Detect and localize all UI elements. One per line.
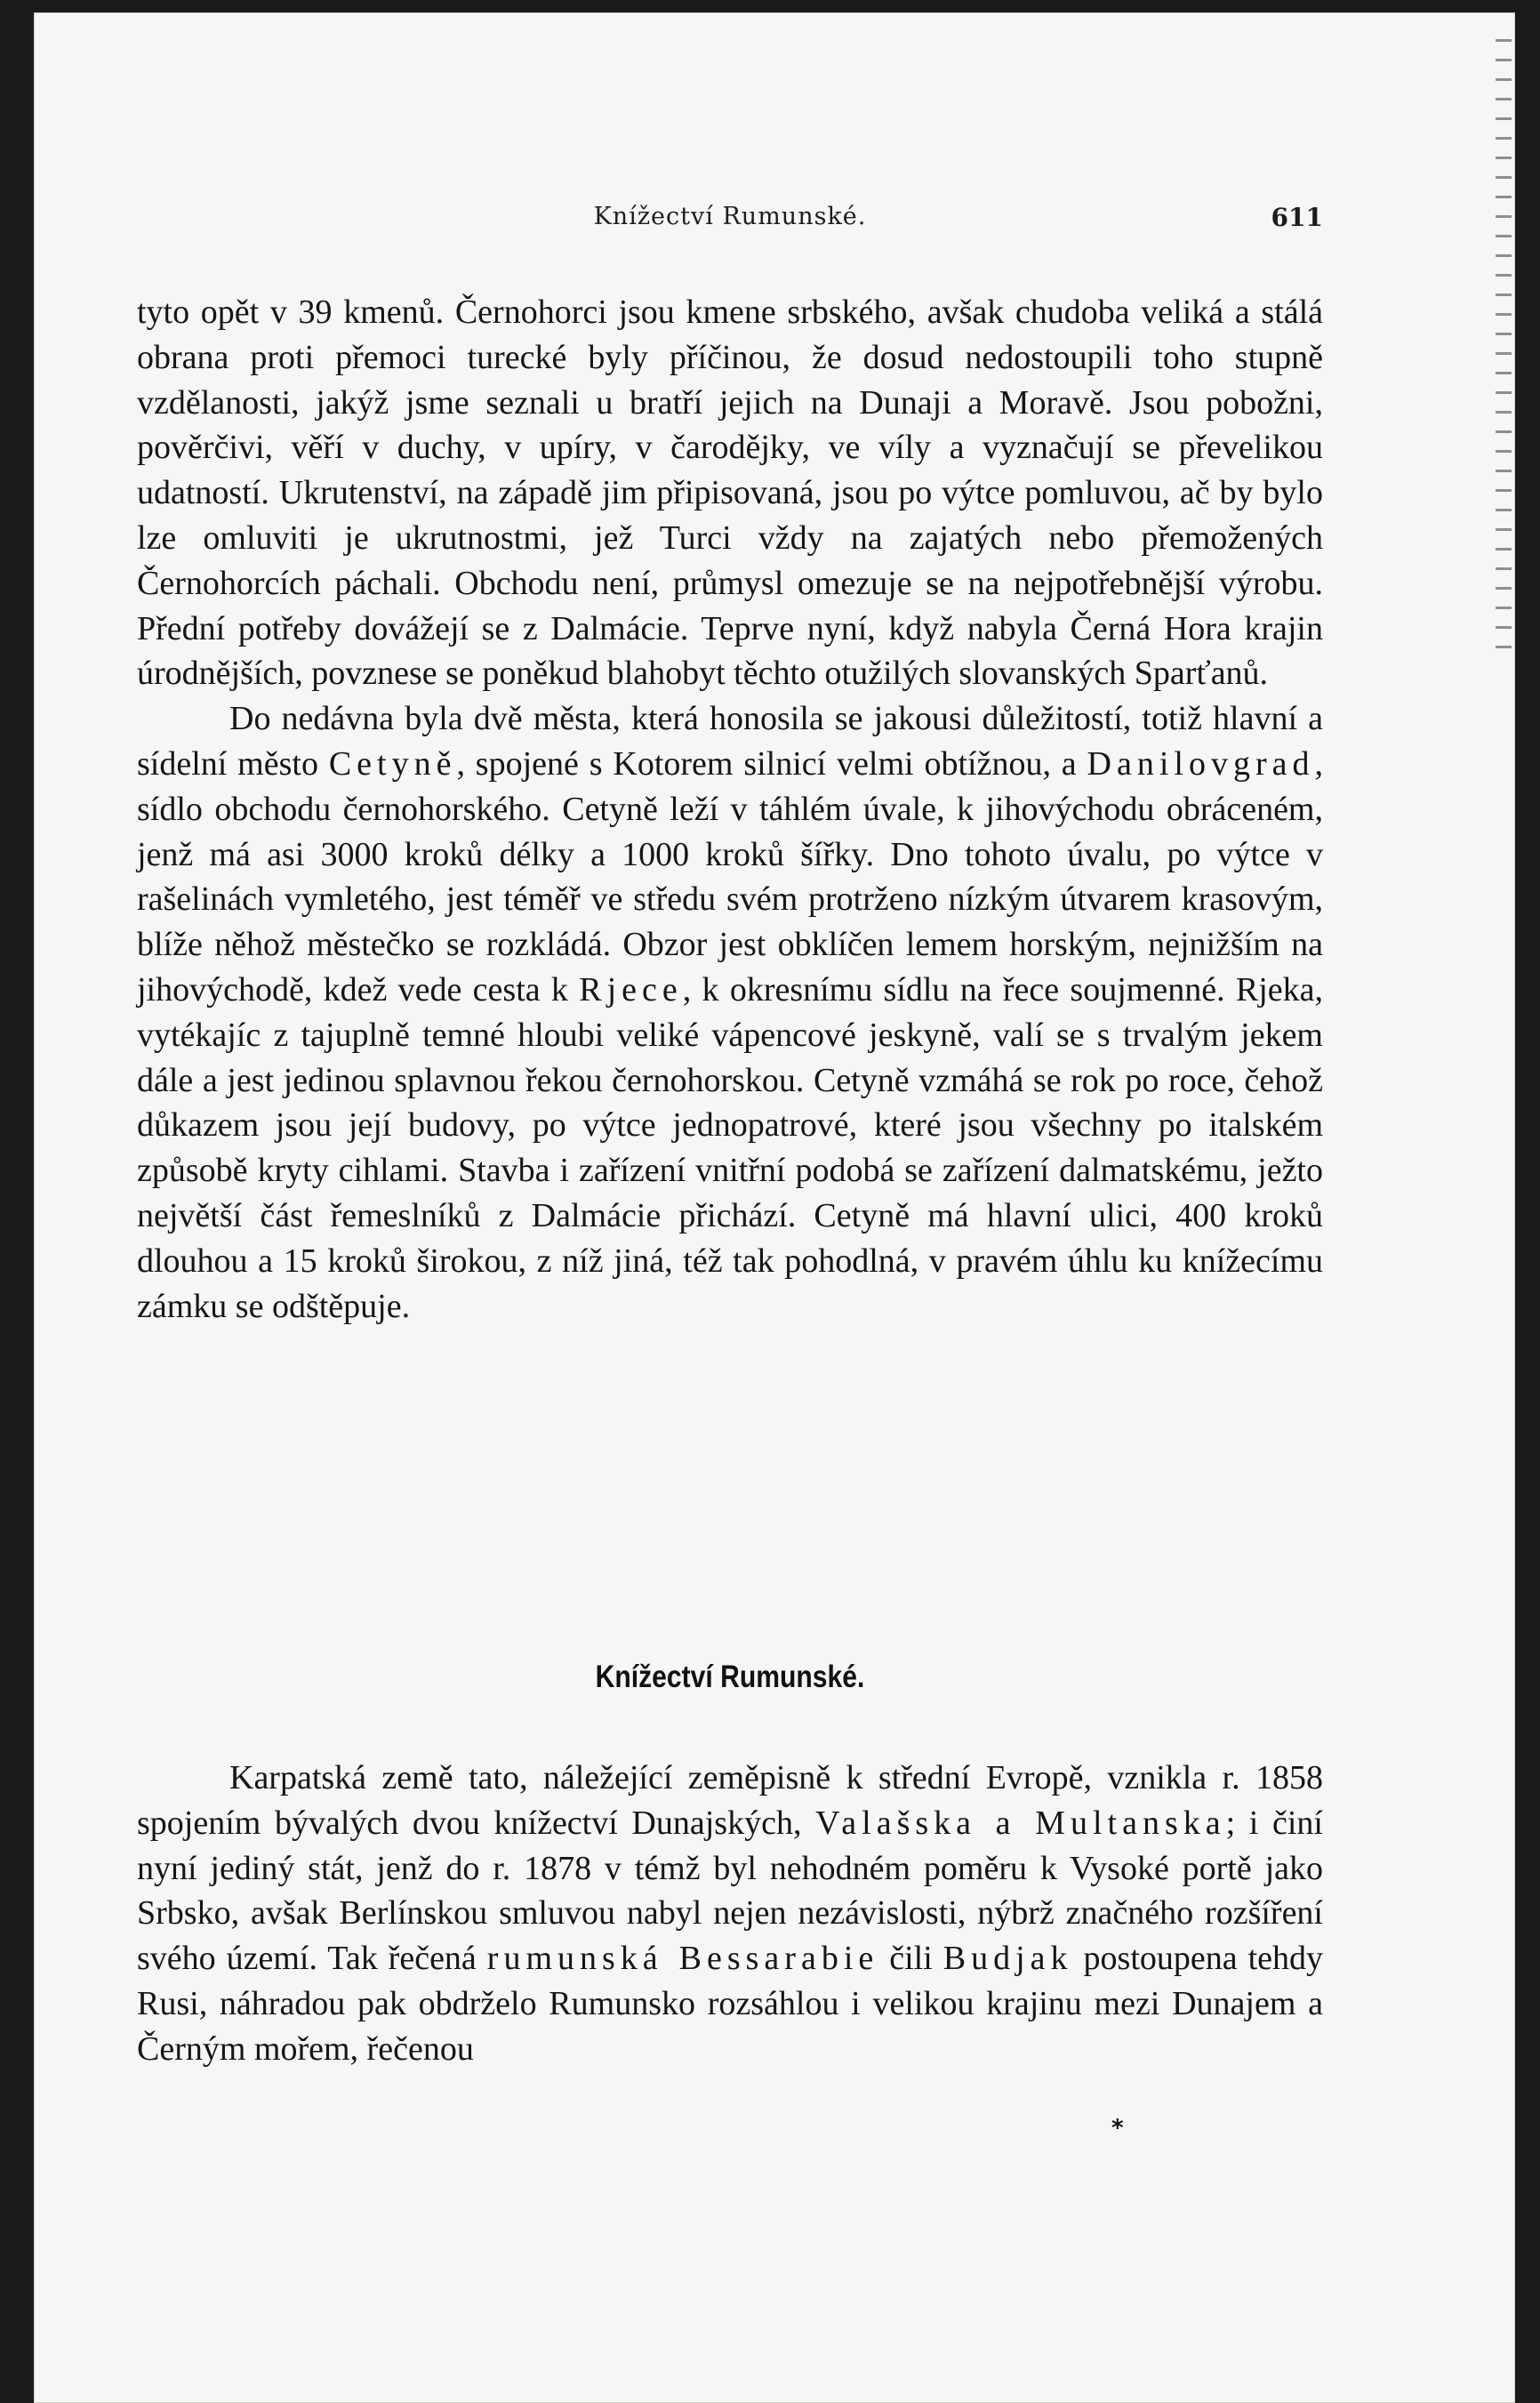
running-title: Knížectví Rumunské. <box>593 203 867 230</box>
page-edge-marks <box>1496 39 1512 662</box>
spaced-name-budjak: Budjak <box>942 1940 1073 1978</box>
text-run: , k okresnímu sídlu na řece soujmenné. Rjeka, vytékajíc z tajuplně temné hloubi veliké vápencové jeskyně, valí se s trvalým jekem dále a jest jedinou splavnou řekou černohorskou. Cetyně vzmáhá se rok po roce, čehož důkazem jsou její budovy, po výtce jednopatrové, které jsou všechny po italském způsobě kryty cihlami. Stavba i zařízení vnitřní podobá se zařízení dalmatskému, ježto největší část řemeslníků z Dalmácie přichází. Cetyně má hlavní ulici, 400 kroků dlouhou a 15 kroků širokou, z níž jiná, též tak pohodlná, v pravém úhlu ku knížecímu zámku se odštěpuje. <box>137 970 1323 1325</box>
paragraph-rumunsko <box>137 1756 1323 2072</box>
text-run: , sídlo obchodu černohorského. Cetyně leží v táhlém úvale, k jihovýchodu obráceném, jenž má asi 3000 kroků délky a 1000 kroků šířky. Dno tohoto úvalu, po výtce v rašelinách vymletého, jest téměř ve středu svém protrženo nízkým útvarem krasovým, blíže něhož městečko se rozkládá. Obzor jest obklíčen lemem horským, nejnižším na jihovýchodě, kdež vede cesta k <box>137 744 1323 1009</box>
paragraph-cernohorci: tyto opět v 39 kmenů. Černohorci jsou kmene srbského, avšak chudoba veliká a stálá obrana proti přemoci turecké byly příčinou, že dosud nedostoupili toho stupně vzdělanosti, jakýž jsme seznali u bratří jejich na Dunaji a Moravě. Jsou pobožni, pověrčivi, věří v duchy, v upíry, v čarodějky, ve víly a vyznačují se převelikou udatností. Ukrutenství, na západě jim připisovaná, jsou po výtce pomluvou, ač by bylo lze omluviti je ukrutnostmi, jež Turci vždy na zajatých nebo přemožených Černohorcích páchali. Obchodu není, průmysl omezuje se na nejpotřebnější výrobu. Přední potřeby dovážejí se z Dalmácie. Teprve nyní, když nabyla Černá Hora krajin úrodnějších, povznese se poněkud blahobyt těchto otužilých slovanských Sparťanů. <box>137 293 1323 693</box>
text-run: , spojené s Kotorem silnicí velmi obtížnou, a <box>456 744 1087 783</box>
text-run: čili <box>878 1940 943 1978</box>
text-run: ; i činí nyní jediný stát, jenž do r. 1878 v témž byl nehodném poměru k Vysoké portě jako Srbsko, avšak Berlínskou smluvou nabyl nejen nezávislosti, nýbrž značného rozšíření svého území. Tak řečená <box>137 1804 1323 1978</box>
text-run: Karpatská země tato, náležející zeměpisně k střední Evropě, vznikla r. 1858 spojením bývalých dvou knížectví Dunajských, <box>137 1759 1323 1842</box>
spaced-name-valasska: Valašska a Multanska <box>815 1804 1226 1842</box>
signature-mark: * <box>1111 2115 1124 2142</box>
spaced-name-rjece: Rjece <box>579 970 683 1009</box>
running-head <box>137 203 1323 238</box>
main-text <box>137 290 1323 1329</box>
section-heading: Knížectví Rumunské. <box>595 1660 865 1694</box>
section-text <box>137 1756 1323 2072</box>
spaced-name-bessarabie: rumunská Bessarabie <box>486 1940 879 1978</box>
spaced-name-danilovgrad: Danilovgrad <box>1087 744 1315 783</box>
paragraph-mesta <box>137 696 1323 1329</box>
text-run: Do nedávna byla dvě města, která honosila se jakousi důležitostí, totiž hlavní a sídelní město <box>137 700 1323 783</box>
text-run: postoupena tehdy Rusi, náhradou pak obdrželo Rumunsko rozsáhlou i velikou krajinu mezi Dunajem a Černým mořem, řečenou <box>137 1940 1324 2068</box>
page-number: 611 <box>1271 203 1323 232</box>
spaced-name-cetyne: Cetyně <box>328 744 457 783</box>
